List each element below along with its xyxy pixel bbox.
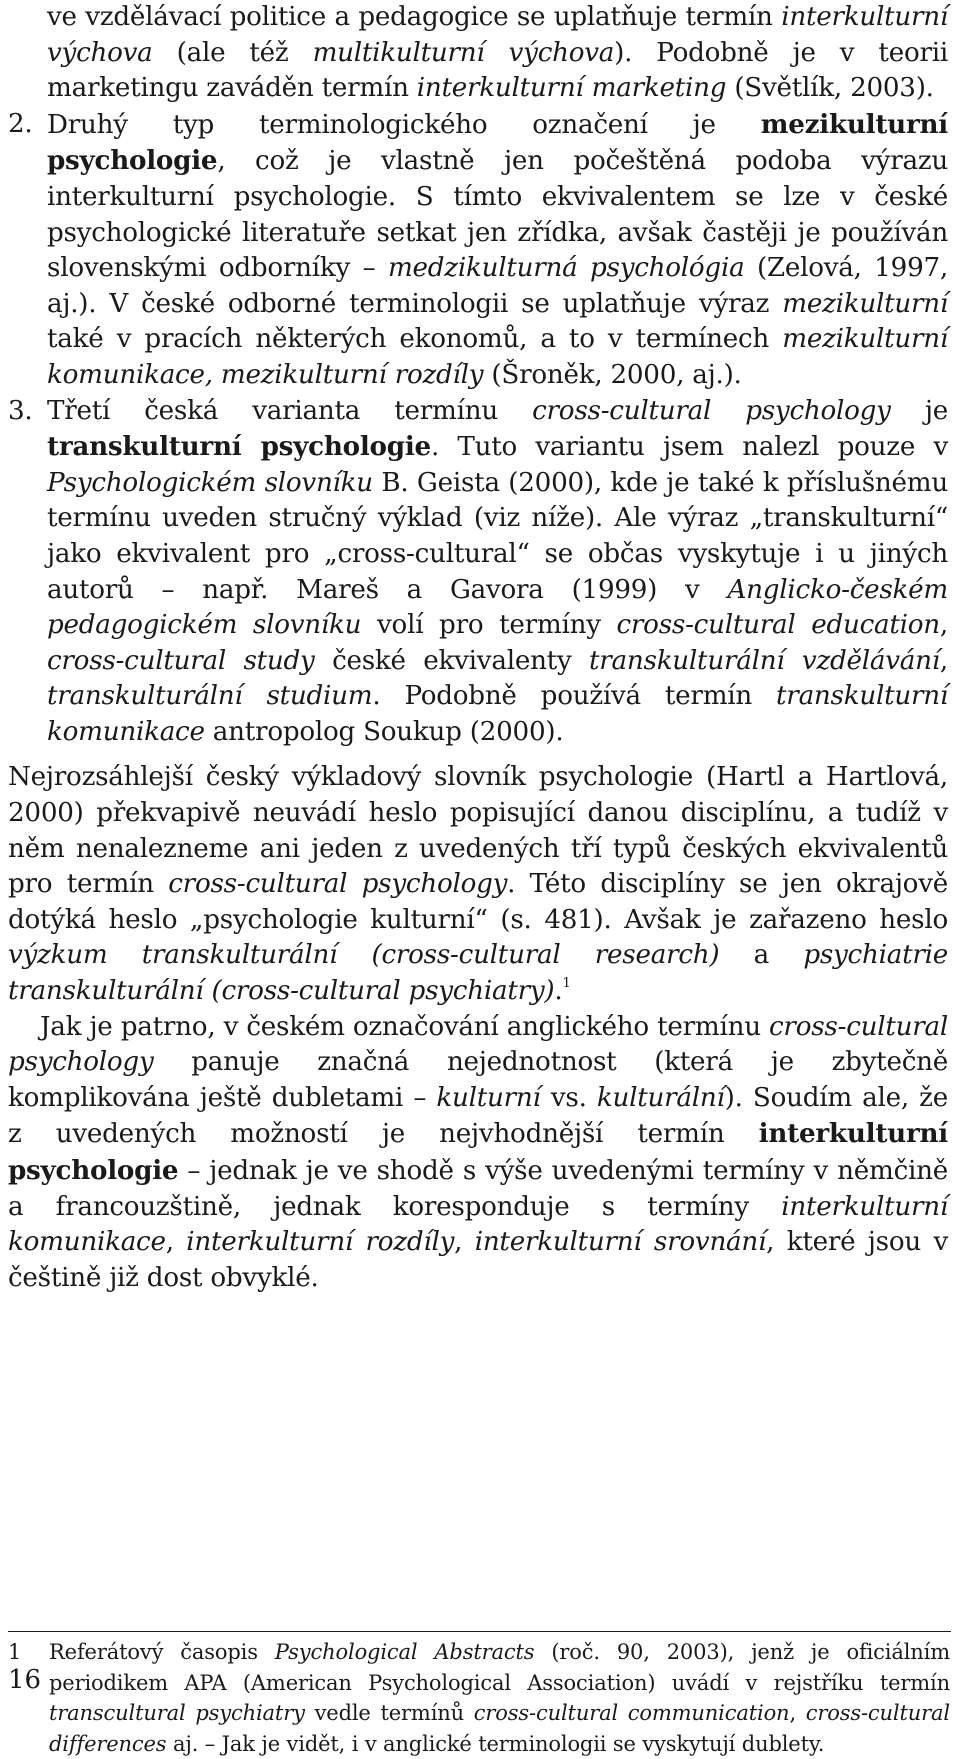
footnote <box>8 1637 950 1759</box>
text-run: vedle termínů <box>304 1701 474 1725</box>
text-run: (roč. 90, 2003), jenž je oficiálním periodikem APA (American Psychological Association) uvádí v rejstříku termín <box>49 1640 950 1695</box>
text-run: aj. – Jak je vidět, i v anglické terminologii se vyskytují dublety. <box>166 1731 825 1756</box>
text-run: (Šroněk, 2000, aj.). <box>483 359 742 390</box>
italic-term: transkulturní komunikace <box>47 681 948 747</box>
text-run: je <box>890 395 948 426</box>
footnote-separator <box>8 1631 951 1632</box>
italic-term: multikulturní výchova <box>312 37 615 68</box>
italic-term: mezikulturní <box>782 288 948 319</box>
text-run: , které jsou v češtině již dost obvyklé. <box>8 1227 948 1293</box>
text-run: , <box>939 645 948 676</box>
spacer <box>8 750 948 760</box>
paragraph-2 <box>8 1010 948 1297</box>
italic-term: Psychologickém slovníku <box>47 467 373 498</box>
list-number: 2. <box>8 108 33 139</box>
italic-term: interkulturní marketing <box>416 73 727 104</box>
list-item-text <box>47 2 948 103</box>
bold-term: transkulturní psychologie <box>47 431 431 463</box>
paragraph-1 <box>8 760 948 1009</box>
text-run: Nejrozsáhlejší český výkladový slovník psychologie (Hartl a Hartlová, 2000) překvapivě neuvádí heslo popisující danou disciplínu, a tudíž v něm nenalezneme ani jeden z uvedených tří typů českých ekvivalentů pro termín <box>8 762 948 900</box>
list-item-2 <box>8 107 948 394</box>
italic-term: transcultural psychiatry <box>49 1701 305 1725</box>
text-run: (Světlík, 2003). <box>726 73 934 104</box>
italic-term: cross-cultural education <box>616 610 940 641</box>
text-run: , <box>454 1227 475 1258</box>
text-run: . Této disciplíny se jen okrajově dotýká heslo „psychologie kulturní“ (s. 481). Avšak je zařazeno heslo <box>8 869 948 935</box>
italic-term: Anglicko-českém pedagogickém slovníku <box>47 574 948 641</box>
italic-term: kulturální <box>596 1082 725 1113</box>
list-item-text <box>47 110 948 390</box>
text-run: . Tuto variantu jsem nalezl pouze v <box>430 432 948 463</box>
text-run: volí pro termíny <box>361 610 617 641</box>
text-run: Druhý typ terminologického označení je <box>47 109 761 140</box>
footnote-text <box>8 1637 950 1759</box>
italic-term: interkulturní komunikace <box>8 1191 948 1258</box>
text-run: , <box>939 610 948 641</box>
text-run: také v pracích některých ekonomů, a to v termínech <box>47 324 783 355</box>
italic-term: interkulturní rozdíly <box>186 1227 455 1258</box>
text-run: , <box>789 1701 806 1725</box>
text-run: – jednak je ve shodě s výše uvedenými termíny v němčině a francouzštině, jednak koresponduje s termíny <box>8 1156 948 1222</box>
text-run: Jak je patrno, v českém označování anglického termínu <box>40 1011 770 1042</box>
text-run: české ekvivalenty <box>314 645 589 676</box>
italic-term: cross-cultural differences <box>49 1701 950 1756</box>
footnote-number: 1 <box>8 1640 22 1664</box>
text-run: panuje značná nejednotnost (která je zbytečně komplikována ještě dubletami – <box>8 1047 948 1113</box>
footnote-reference: 1 <box>562 976 571 992</box>
italic-term: Psychological Abstracts <box>274 1640 535 1664</box>
italic-term: výzkum transkulturální (cross-cultural research) <box>8 940 720 971</box>
list-item-1-continuation <box>8 0 948 107</box>
text-run: . <box>554 976 563 1007</box>
italic-term: transkulturální studium <box>47 681 373 712</box>
italic-term: cross-cultural psychology <box>168 869 508 900</box>
italic-term: interkulturní výchova <box>47 2 948 68</box>
text-run: ve vzdělávací politice a pedagogice se uplatňuje termín <box>47 2 782 32</box>
italic-term: interkulturní srovnání <box>474 1227 767 1258</box>
italic-term: kulturní <box>436 1082 541 1113</box>
text-run: (Zelová, 1997, aj.). V české odborné terminologii se uplatňuje výraz <box>47 253 948 319</box>
italic-term: transkulturální vzdělávání <box>588 645 940 676</box>
text-run: . Podobně používá termín <box>372 681 777 712</box>
text-run: a <box>719 940 804 971</box>
italic-term: medzikulturná psychológia <box>387 253 745 284</box>
page-number: 16 <box>8 1665 42 1695</box>
bold-term: interkulturní psychologie <box>8 1118 948 1186</box>
text-run: B. Geista (2000), kde je také k příslušnému termínu uveden stručný výklad (viz níže). Ale výraz „transkulturní“ jako ekvivalent pro „cross-cultural“ se občas vyskytuje i u jiných autorů – např. Mareš a Gavora (1999) v <box>47 467 948 605</box>
bold-term: mezikulturní psychologie <box>47 108 948 177</box>
text-run: , což je vlastně jen počeštěná podoba výrazu interkulturní psychologie. S tímto ekvivalentem se lze v české psychologické literatuře setkat jen zřídka, avšak častěji je používán slovenskými odborníky – <box>47 146 948 284</box>
list-item-3 <box>8 394 948 751</box>
italic-term: mezikulturní komunikace, mezikulturní rozdíly <box>47 324 948 390</box>
text-run: (ale též <box>152 37 313 68</box>
text-run: vs. <box>540 1082 597 1113</box>
text-run: , <box>165 1227 187 1258</box>
italic-term: cross-cultural psychology <box>8 1011 948 1078</box>
text-run: ). Podobně je v teorii marketingu zaváděn termín <box>47 37 948 104</box>
italic-term: psychiatrie transkulturální (cross-cultural psychiatry) <box>8 940 948 1007</box>
text-run: Třetí česká varianta termínu <box>47 395 533 426</box>
italic-term: cross-cultural study <box>47 645 315 676</box>
text-run: ). Soudím ale, že z uvedených možností je nejvhodnější termín <box>8 1082 948 1150</box>
list-item-text <box>47 396 948 747</box>
text-run: antropolog Soukup (2000). <box>204 716 564 747</box>
text-run: Referátový časopis <box>49 1640 275 1664</box>
italic-term: cross-cultural psychology <box>532 395 891 426</box>
italic-term: cross-cultural communication <box>473 1701 790 1725</box>
list-number: 3. <box>8 395 33 426</box>
body-text <box>8 0 948 1296</box>
